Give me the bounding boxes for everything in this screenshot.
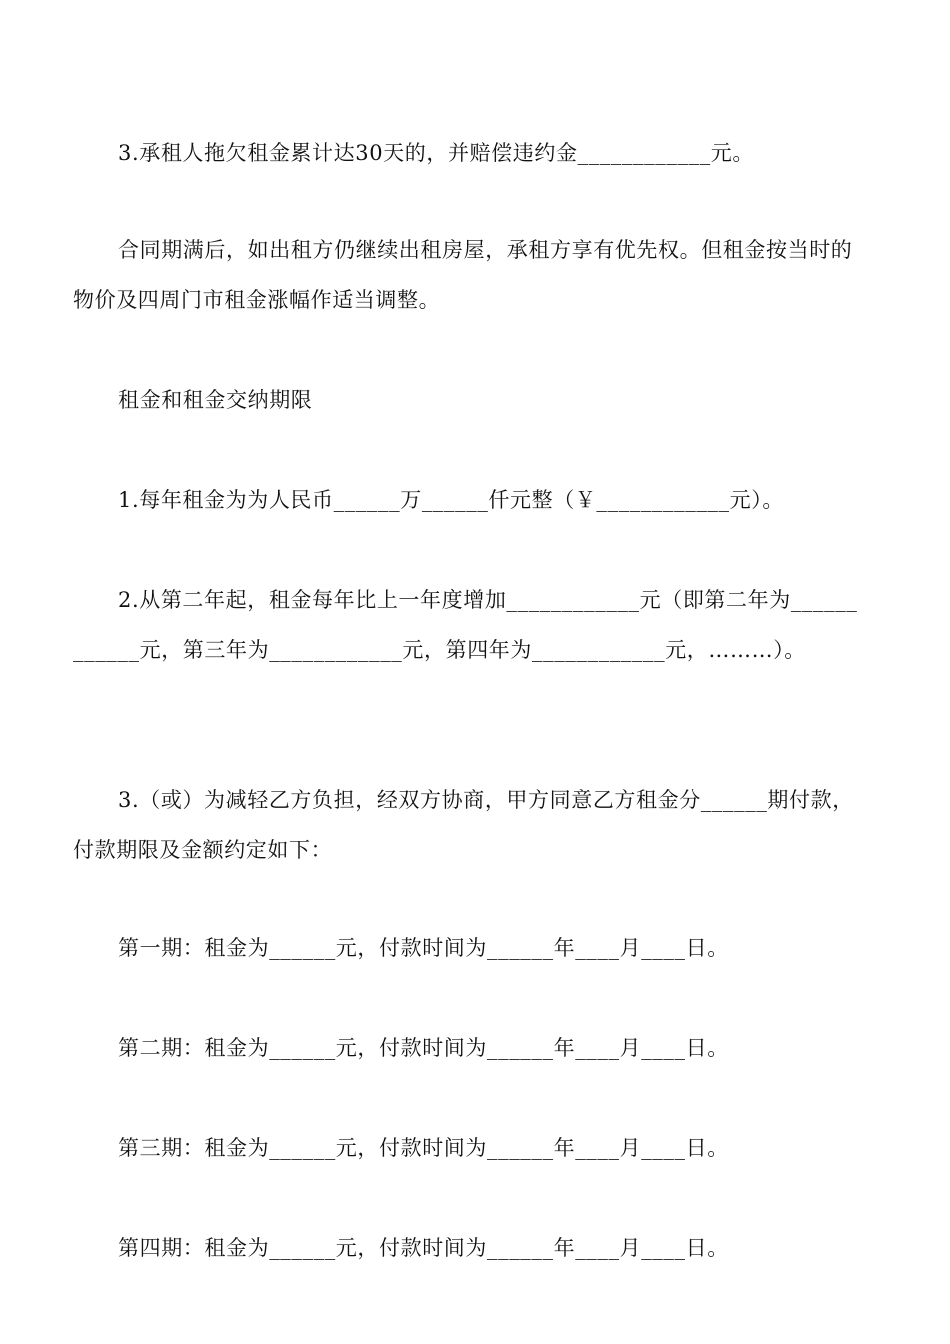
rent-item-3-line-1: 3.（或）为减轻乙方负担，经双方协商，甲方同意乙方租金分______期付款，: [118, 788, 854, 812]
installment-2: 第二期：租金为______元，付款时间为______年____月____日。: [118, 1036, 729, 1060]
clause-3-penalty: 3.承租人拖欠租金累计达30天的，并赔偿违约金____________元。: [118, 141, 754, 165]
renewal-paragraph-line-2: 物价及四周门市租金涨幅作适当调整。: [73, 288, 441, 312]
rent-item-3-line-2: 付款期限及金额约定如下：: [73, 838, 333, 862]
rent-item-2-line-2: ______元，第三年为____________元，第四年为____________元，………）。: [73, 638, 806, 662]
section-heading: 租金和租金交纳期限: [118, 388, 313, 412]
renewal-paragraph-line-1: 合同期满后，如出租方仍继续出租房屋，承租方享有优先权。但租金按当时的: [118, 238, 853, 262]
installment-3: 第三期：租金为______元，付款时间为______年____月____日。: [118, 1136, 729, 1160]
rent-item-1: 1.每年租金为为人民币______万______仟元整（￥____________元）。: [118, 488, 784, 512]
installment-4: 第四期：租金为______元，付款时间为______年____月____日。: [118, 1236, 729, 1260]
installment-1: 第一期：租金为______元，付款时间为______年____月____日。: [118, 936, 729, 960]
rent-item-2-line-1: 2.从第二年起，租金每年比上一年度增加____________元（即第二年为______: [118, 588, 858, 612]
